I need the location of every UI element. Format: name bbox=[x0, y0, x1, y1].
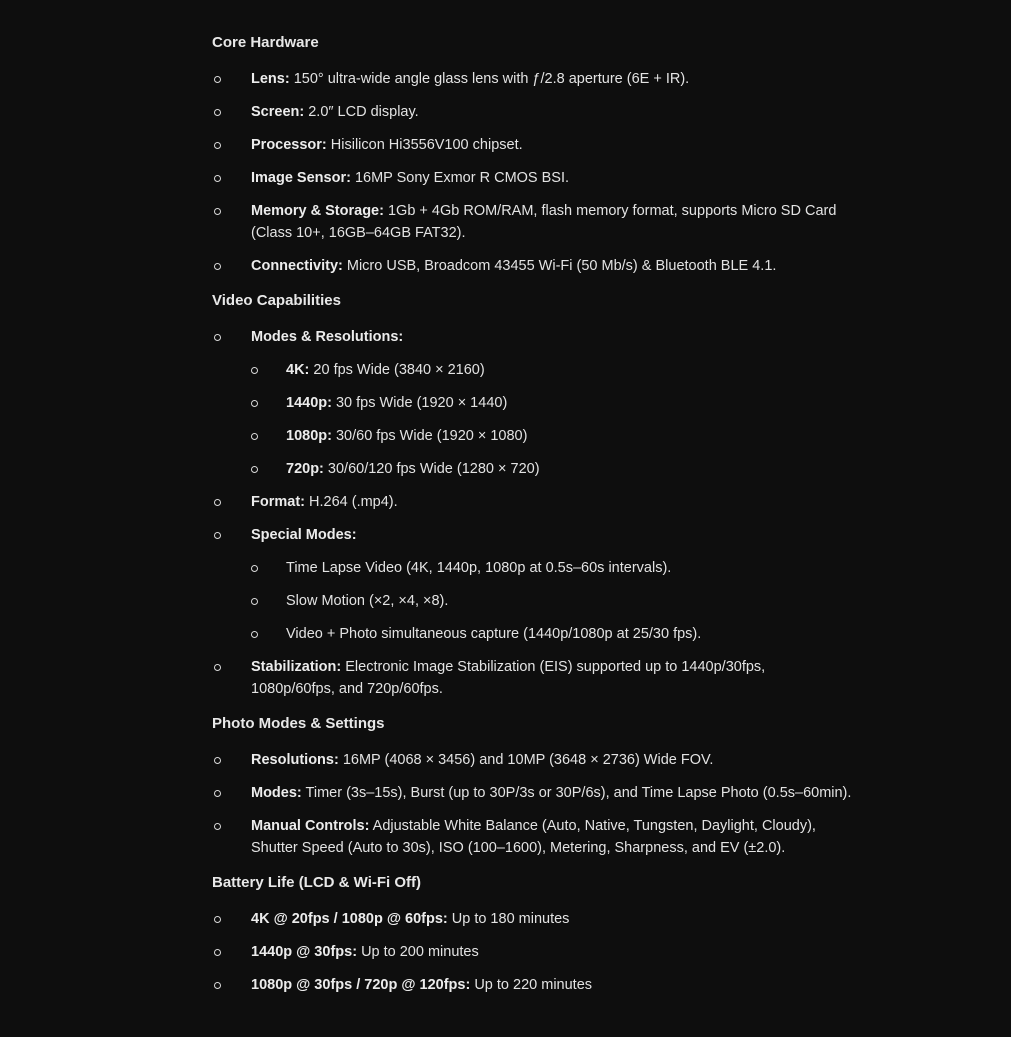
section-heading: Video Capabilities bbox=[212, 292, 341, 309]
spec-list bbox=[212, 749, 852, 859]
hollow-bullet-icon bbox=[251, 466, 258, 473]
spec-list bbox=[212, 326, 852, 700]
item-label: Screen: bbox=[251, 104, 305, 120]
spec-list bbox=[212, 908, 852, 996]
list-item bbox=[212, 749, 852, 771]
item-label: 1440p: bbox=[286, 395, 332, 411]
item-text: 1Gb + 4Gb ROM/RAM, flash memory format, supports Micro SD Card (Class 10+, 16GB–64GB FAT32). bbox=[251, 203, 837, 241]
list-item bbox=[212, 68, 852, 90]
sub-list-item bbox=[251, 458, 852, 480]
hollow-bullet-icon bbox=[251, 367, 258, 374]
list-item bbox=[212, 782, 852, 804]
list-item bbox=[212, 491, 852, 513]
sub-list bbox=[251, 359, 852, 480]
item-label: Special Modes: bbox=[251, 527, 357, 543]
hollow-bullet-icon bbox=[251, 400, 258, 407]
list-item bbox=[212, 255, 852, 277]
section-photo-modes bbox=[212, 711, 852, 859]
hollow-bullet-icon bbox=[214, 790, 221, 797]
hollow-bullet-icon bbox=[214, 334, 221, 341]
item-label: Modes: bbox=[251, 785, 302, 801]
item-text: 20 fps Wide (3840 × 2160) bbox=[313, 362, 485, 378]
section-video-capabilities bbox=[212, 288, 852, 700]
item-text: Slow Motion (×2, ×4, ×8). bbox=[286, 593, 449, 609]
hollow-bullet-icon bbox=[214, 263, 221, 270]
item-text: Up to 200 minutes bbox=[361, 944, 479, 960]
spec-list bbox=[212, 68, 852, 277]
item-label: Lens: bbox=[251, 71, 290, 87]
item-text: Video + Photo simultaneous capture (1440p/1080p at 25/30 fps). bbox=[286, 626, 702, 642]
item-label: Processor: bbox=[251, 137, 327, 153]
section-battery-life bbox=[212, 870, 852, 996]
list-item bbox=[212, 167, 852, 189]
hollow-bullet-icon bbox=[214, 949, 221, 956]
sub-list-item bbox=[251, 425, 852, 447]
hollow-bullet-icon bbox=[214, 76, 221, 83]
sub-list-item bbox=[251, 392, 852, 414]
item-text: H.264 (.mp4). bbox=[309, 494, 398, 510]
sub-list-item bbox=[251, 623, 852, 645]
hollow-bullet-icon bbox=[214, 823, 221, 830]
item-text: 30/60/120 fps Wide (1280 × 720) bbox=[327, 461, 540, 477]
item-text: Time Lapse Video (4K, 1440p, 1080p at 0.5s–60s intervals). bbox=[286, 560, 672, 576]
spec-document bbox=[212, 30, 852, 1007]
item-text: Timer (3s–15s), Burst (up to 30P/3s or 30P/6s), and Time Lapse Photo (0.5s–60min). bbox=[305, 785, 852, 801]
section-heading: Photo Modes & Settings bbox=[212, 715, 385, 732]
item-text: 30/60 fps Wide (1920 × 1080) bbox=[335, 428, 528, 444]
hollow-bullet-icon bbox=[251, 598, 258, 605]
item-label: Image Sensor: bbox=[251, 170, 351, 186]
hollow-bullet-icon bbox=[214, 982, 221, 989]
hollow-bullet-icon bbox=[214, 109, 221, 116]
item-text: Up to 180 minutes bbox=[451, 911, 570, 927]
sub-list-item bbox=[251, 359, 852, 381]
sub-list-item bbox=[251, 590, 852, 612]
item-label: Manual Controls: bbox=[251, 818, 370, 834]
item-text: 30 fps Wide (1920 × 1440) bbox=[335, 395, 508, 411]
item-label: 1080p: bbox=[286, 428, 332, 444]
item-label: 4K: bbox=[286, 362, 310, 378]
list-item bbox=[212, 326, 852, 480]
hollow-bullet-icon bbox=[214, 208, 221, 215]
list-item bbox=[212, 815, 852, 859]
list-item bbox=[212, 524, 852, 645]
item-text: Adjustable White Balance (Auto, Native, Tungsten, Daylight, Cloudy), Shutter Speed (Auto to 30s), ISO (100–1600), Metering, Sharpness, and EV (±2.0). bbox=[251, 818, 816, 856]
item-label: 1440p @ 30fps: bbox=[251, 944, 358, 960]
item-label: 720p: bbox=[286, 461, 324, 477]
hollow-bullet-icon bbox=[214, 499, 221, 506]
list-item bbox=[212, 101, 852, 123]
sub-list-item bbox=[251, 557, 852, 579]
hollow-bullet-icon bbox=[214, 664, 221, 671]
hollow-bullet-icon bbox=[214, 142, 221, 149]
item-label: 4K @ 20fps / 1080p @ 60fps: bbox=[251, 911, 448, 927]
section-heading: Core Hardware bbox=[212, 34, 319, 51]
item-text: 2.0″ LCD display. bbox=[308, 104, 419, 120]
list-item bbox=[212, 941, 852, 963]
list-item bbox=[212, 656, 852, 700]
list-item bbox=[212, 908, 852, 930]
item-label: Memory & Storage: bbox=[251, 203, 384, 219]
item-label: Format: bbox=[251, 494, 305, 510]
hollow-bullet-icon bbox=[214, 757, 221, 764]
hollow-bullet-icon bbox=[251, 565, 258, 572]
item-label: Stabilization: bbox=[251, 659, 342, 675]
item-text: Electronic Image Stabilization (EIS) supported up to 1440p/30fps, 1080p/60fps, and 720p/60fps. bbox=[251, 659, 766, 697]
list-item bbox=[212, 974, 852, 996]
section-heading: Battery Life (LCD & Wi-Fi Off) bbox=[212, 874, 422, 891]
list-item bbox=[212, 134, 852, 156]
item-text: Micro USB, Broadcom 43455 Wi-Fi (50 Mb/s) & Bluetooth BLE 4.1. bbox=[346, 258, 777, 274]
item-label: Modes & Resolutions: bbox=[251, 329, 404, 345]
hollow-bullet-icon bbox=[214, 916, 221, 923]
item-text: 16MP Sony Exmor R CMOS BSI. bbox=[354, 170, 570, 186]
hollow-bullet-icon bbox=[251, 631, 258, 638]
sub-list bbox=[251, 557, 852, 645]
item-label: Connectivity: bbox=[251, 258, 343, 274]
item-text: 16MP (4068 × 3456) and 10MP (3648 × 2736) Wide FOV. bbox=[342, 752, 714, 768]
hollow-bullet-icon bbox=[214, 175, 221, 182]
section-core-hardware bbox=[212, 30, 852, 277]
item-text: Hisilicon Hi3556V100 chipset. bbox=[330, 137, 523, 153]
hollow-bullet-icon bbox=[251, 433, 258, 440]
hollow-bullet-icon bbox=[214, 532, 221, 539]
item-text: 150° ultra-wide angle glass lens with ƒ/2.8 aperture (6E + IR). bbox=[293, 71, 690, 87]
list-item bbox=[212, 200, 852, 244]
item-text: Up to 220 minutes bbox=[474, 977, 593, 993]
item-label: 1080p @ 30fps / 720p @ 120fps: bbox=[251, 977, 471, 993]
item-label: Resolutions: bbox=[251, 752, 339, 768]
